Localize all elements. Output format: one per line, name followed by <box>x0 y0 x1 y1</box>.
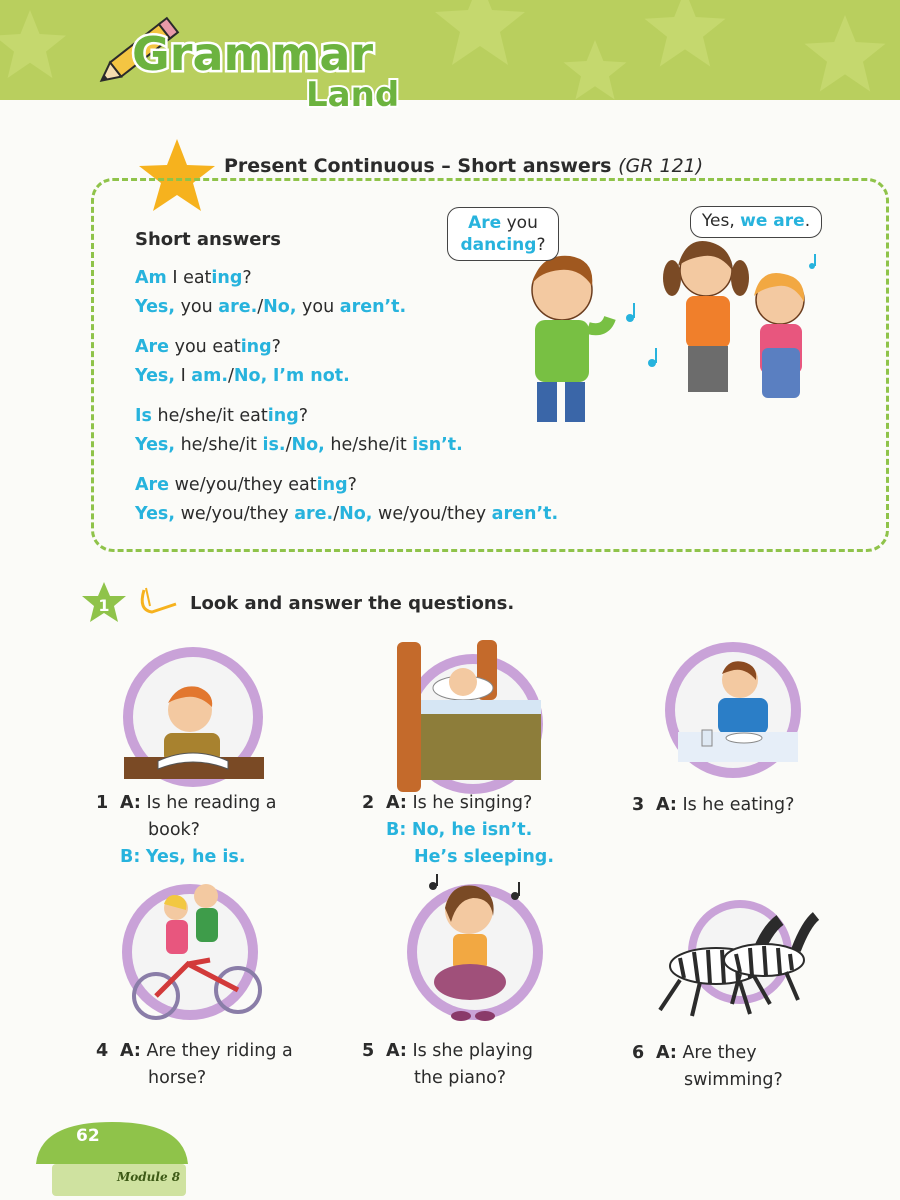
question-6: 6 A: Are they swimming? <box>632 1043 783 1090</box>
exercise-number-badge <box>80 580 190 628</box>
sleeping-boy-picture <box>383 638 558 796</box>
grammar-row: Are you eating? Yes, I am./No, I’m not. <box>135 337 350 386</box>
girl-figure <box>663 241 749 392</box>
pen-icon <box>142 588 176 612</box>
grammar-land-logo <box>92 8 432 108</box>
exercise-instruction: Look and answer the questions. <box>190 593 515 614</box>
page-number: 62 <box>76 1126 100 1146</box>
module-label: Module 8 <box>117 1170 181 1184</box>
dancing-girl-picture <box>395 870 555 1030</box>
cycling-kids-picture <box>118 880 268 1030</box>
reading-boy-picture <box>118 645 268 790</box>
grammar-row: Is he/she/it eating? Yes, he/she/it is./No, he/she/it isn’t. <box>135 406 463 455</box>
question-1: 1 A: Is he reading a book? B: Yes, he is. <box>96 793 277 867</box>
boy-figure <box>532 256 610 422</box>
question-3: 3 A: Is he eating? <box>632 795 795 815</box>
girl-figure <box>754 273 804 398</box>
speech-bubble-question: Are you dancing? <box>447 207 559 261</box>
eating-boy-picture <box>658 640 808 782</box>
zebras-picture <box>640 900 820 1030</box>
short-answers-heading: Short answers <box>135 229 281 250</box>
title-grammar: Grammar <box>132 27 374 81</box>
question-5: 5 A: Is she playing the piano? <box>362 1041 533 1088</box>
section-title: Present Continuous – Short answers (GR 121) <box>224 155 704 177</box>
speech-bubble-answer: Yes, we are. <box>690 206 822 238</box>
question-4: 4 A: Are they riding a horse? <box>96 1041 293 1088</box>
exercise-number: 1 <box>98 596 110 615</box>
grammar-row: Are we/you/they eating? Yes, we/you/they are./No, we/you/they aren’t. <box>135 475 559 524</box>
grammar-row: Am I eating? Yes, you are./No, you aren’t. <box>135 268 407 317</box>
grammar-reference: (GR 121) <box>618 155 704 177</box>
page-mushroom-badge <box>30 1118 200 1200</box>
title-land: Land <box>306 75 400 108</box>
question-2: 2 A: Is he singing? B: No, he isn’t. He’s sleeping. <box>362 793 554 867</box>
